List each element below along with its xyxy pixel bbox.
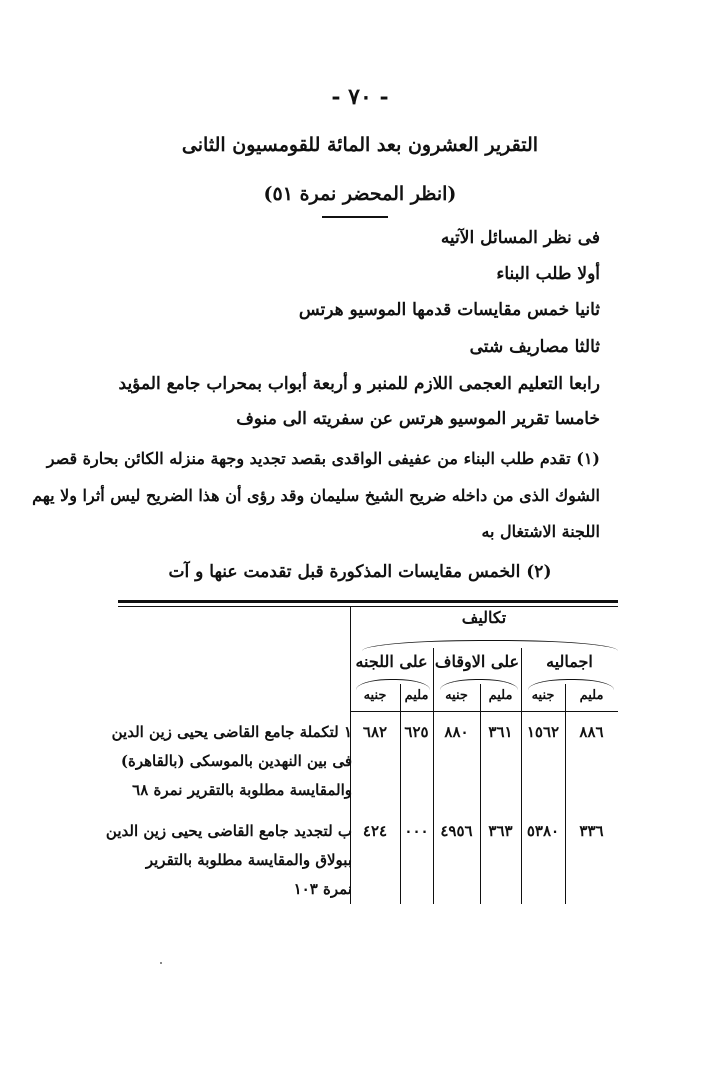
table-cell: ٣٦٣ (488, 822, 513, 840)
table-cell: ٨٨٦ (579, 723, 604, 741)
table-divider-sub-1 (400, 684, 401, 904)
item-second: ثانيا خمس مقايسات قدمها الموسيو هرتس (298, 300, 600, 320)
col-group-total: اجماليه (546, 652, 593, 671)
intro-line: فى نظر المسائل الآتيه (440, 228, 600, 248)
row-1-description (102, 718, 352, 805)
item-third: ثالثا مصاريف شتى (469, 337, 600, 357)
row-2-desc-line-2: ببولاق والمقايسة مطلوبة بالتقرير (145, 851, 352, 869)
table-cell: ٦٢٥ (404, 723, 429, 741)
table-cell: ٤٩٥٦ (440, 822, 473, 840)
table-cell: ٣٣٦ (579, 822, 604, 840)
sub-header-millieme: مليم (579, 688, 604, 703)
sub-header-millieme: مليم (488, 688, 513, 703)
scan-speck (160, 962, 162, 964)
row-1-desc-line-3: والمقايسة مطلوبة بالتقرير نمرة ٦٨ (132, 781, 352, 799)
paragraph-2: (٢) الخمس مقايسات المذكورة قبل تقدمت عنها و آت (168, 562, 552, 582)
title-divider (322, 216, 388, 218)
table-cell: ٨٨٠ (444, 723, 469, 741)
table-header-rule (350, 711, 618, 712)
row-1-desc-line-2: فى بين النهدين بالموسكى (بالقاهرة) (120, 752, 352, 770)
paragraph-1-line-3: اللجنة الاشتغال به (481, 522, 600, 541)
col-group-committee: على اللجنه (355, 652, 428, 671)
report-title: التقرير العشرون بعد المائة للقومسيون الثانى (181, 134, 539, 156)
col-group-awqaf: على الاوقاف (434, 652, 520, 671)
item-fifth: خامسا تقرير الموسيو هرتس عن سفريته الى منوف (236, 409, 600, 429)
table-cell: ١٥٦٢ (526, 723, 560, 741)
table-divider-sub-3 (565, 684, 566, 904)
row-2-desc-line-1: ب لتجديد جامع القاضى يحيى زين الدين (105, 822, 352, 840)
item-fourth: رابعا التعليم العجمى اللازم للمنبر و أربعة أبواب بمحراب جامع المؤيد (118, 374, 600, 394)
item-first: أولا طلب البناء (496, 264, 600, 284)
row-1-desc-line-1: ١ لتكملة جامع القاضى يحيى زين الدين (111, 723, 352, 741)
sub-header-pound: جنيه (531, 688, 555, 703)
table-cell: ٣٦١ (488, 723, 513, 741)
table-divider-group-2 (521, 648, 522, 904)
table-cell: ٦٨٢ (362, 723, 388, 741)
paragraph-1-line-2: الشوك الذى من داخله ضريح الشيخ سليمان وقد رؤى أن هذا الضريح ليس أثرا ولا يهم (32, 486, 600, 505)
table-cell: ٠٠٠ (404, 822, 429, 840)
table-divider-sub-2 (480, 684, 481, 904)
row-2-desc-line-3: نمرة ١٠٣ (293, 880, 352, 898)
table-top-rule (118, 600, 618, 603)
page-number: - ٧٠ - (331, 84, 389, 110)
table-group-header: تكاليف (461, 608, 507, 627)
table-group-brace (362, 640, 618, 651)
table-divider-group-1 (433, 648, 434, 904)
table-cell: ٤٢٤ (362, 822, 388, 840)
paragraph-1-line-1: (١) تقدم طلب البناء من عفيفى الواقدى بقصد تجديد وجهة منزله الكائن بحارة قصر (46, 449, 600, 468)
table-cell: ٥٣٨٠ (526, 822, 560, 840)
report-subtitle: (انظر المحضر نمرة ٥١) (263, 183, 457, 205)
sub-header-pound: جنيه (445, 688, 468, 703)
table-top-rule-thin (118, 606, 618, 607)
sub-header-pound: جنيه (363, 688, 387, 703)
sub-header-millieme: مليم (404, 688, 429, 703)
row-2-description (102, 817, 352, 904)
